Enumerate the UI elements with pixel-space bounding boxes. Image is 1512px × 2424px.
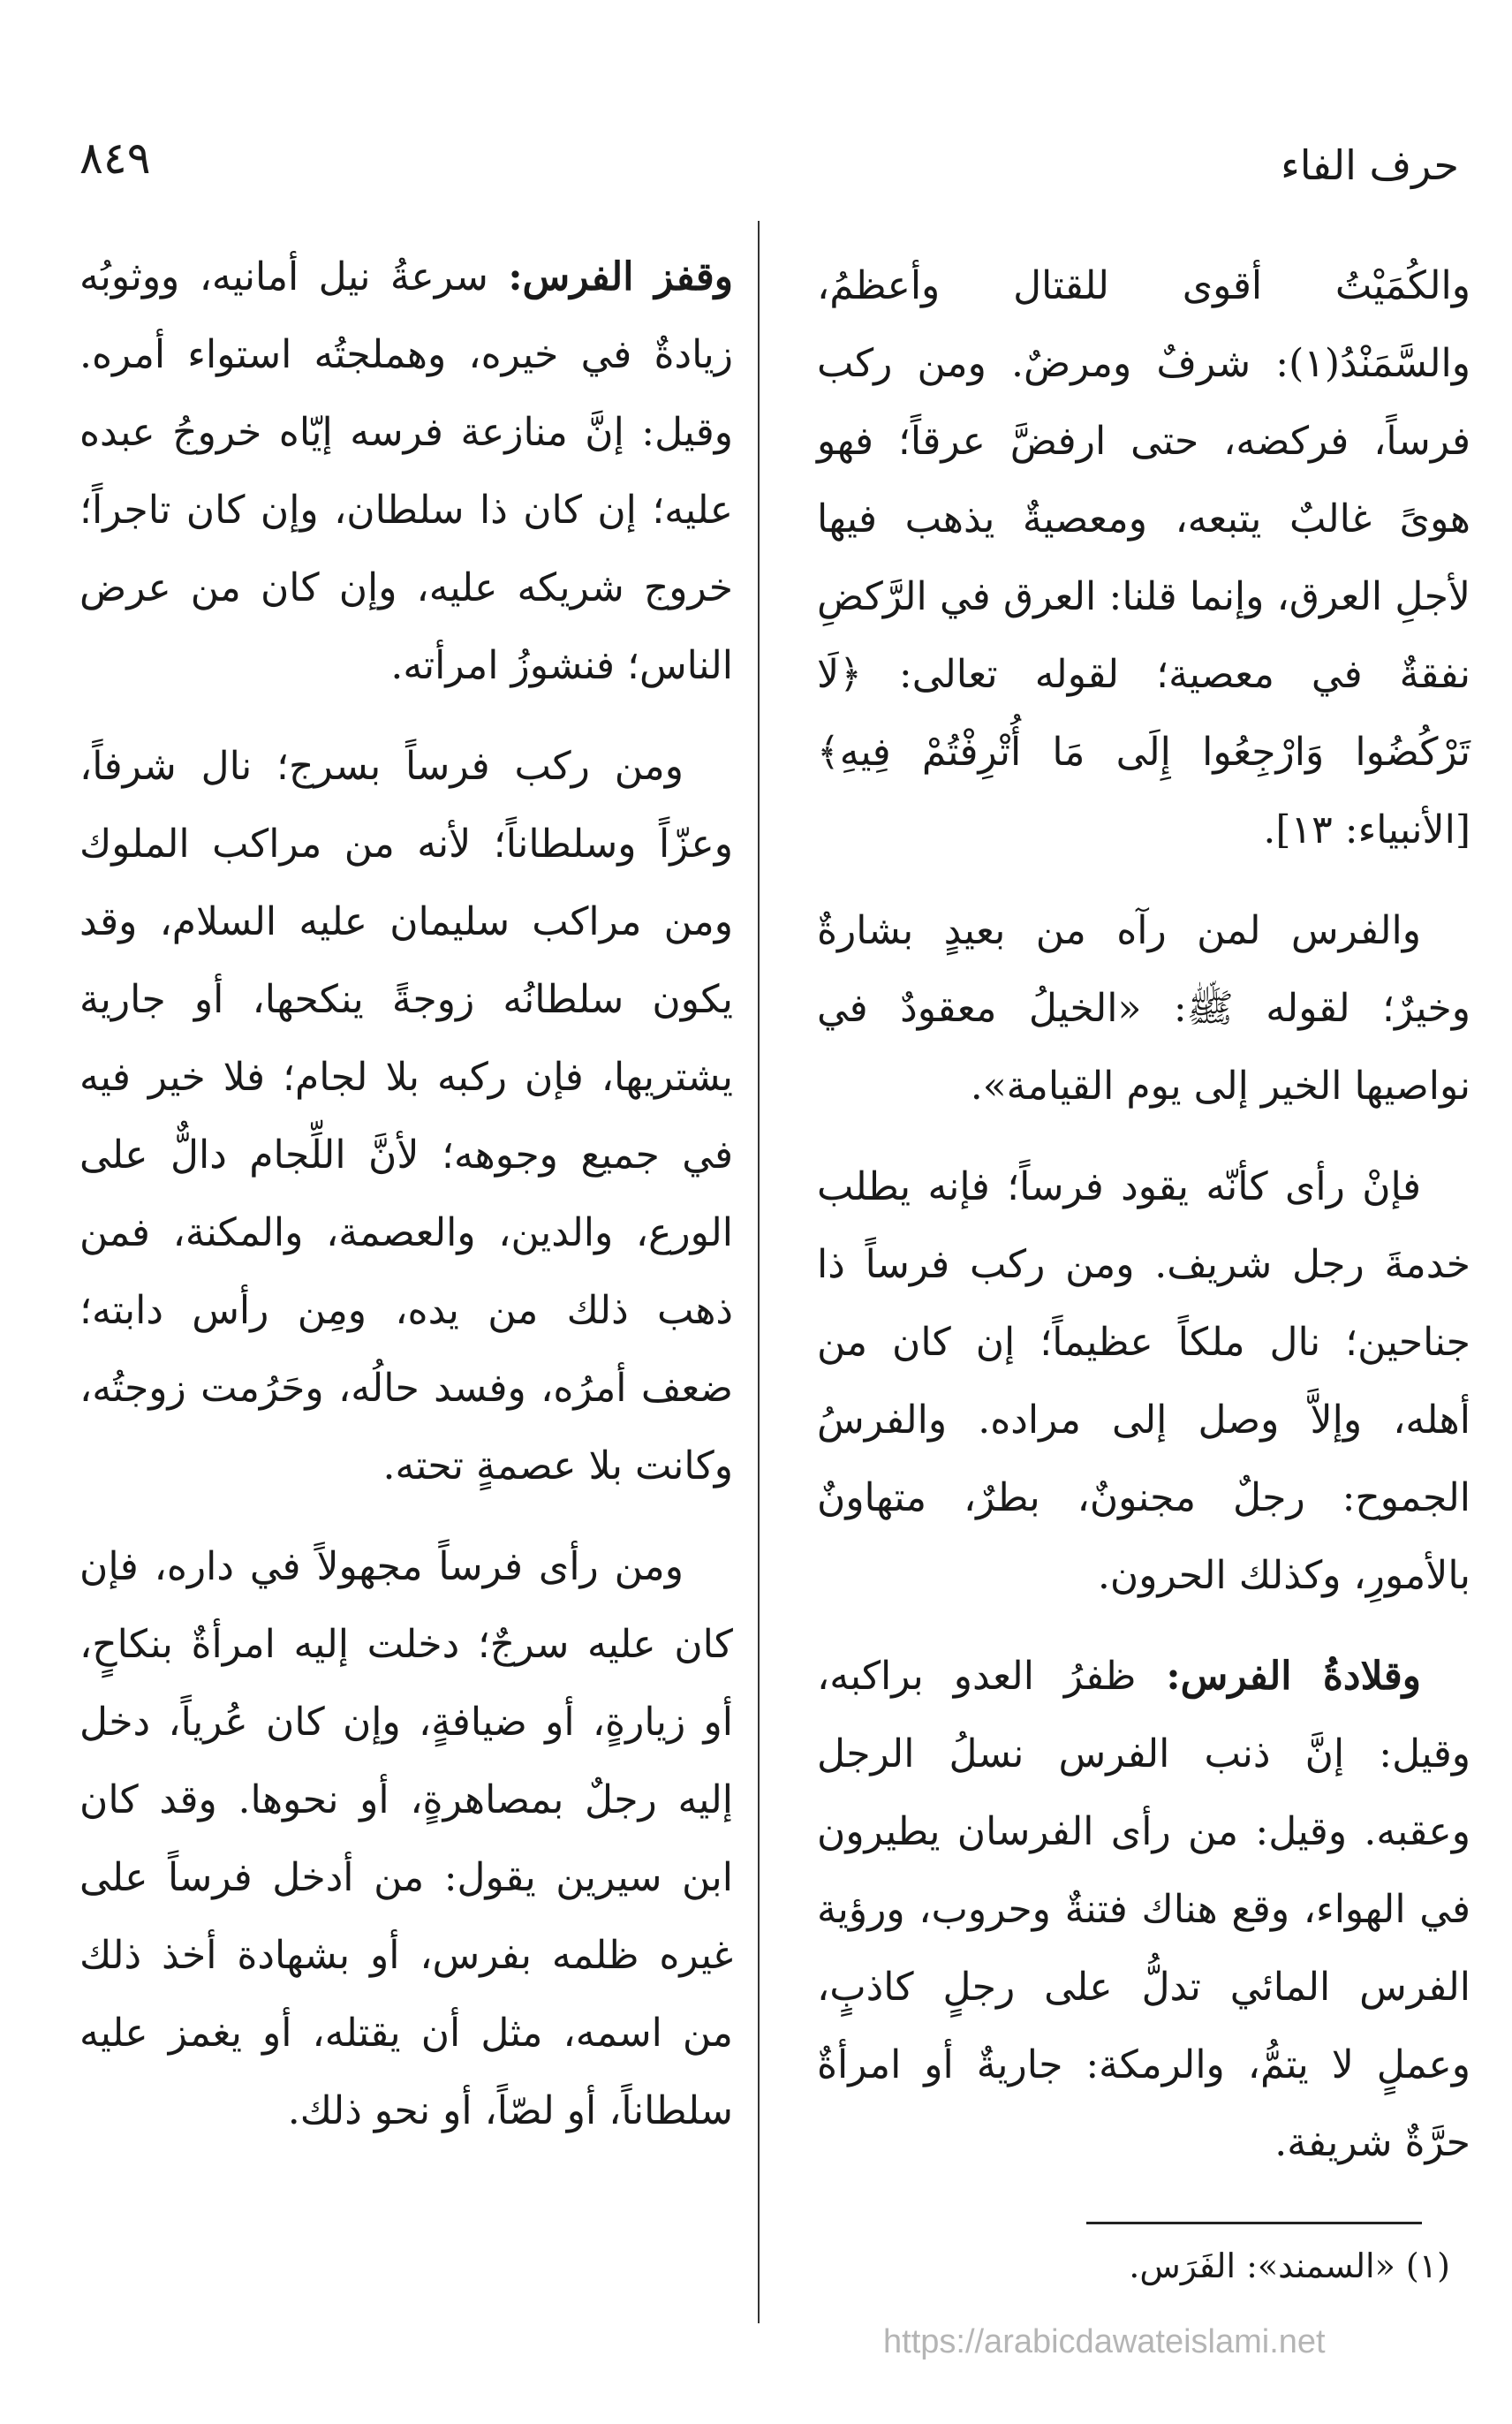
- watermark: https://arabicdawateislami.net: [883, 2323, 1326, 2360]
- page-number: ٨٤٩: [79, 133, 151, 184]
- footnote: (١) «السمند»: الفَرَس.: [1129, 2246, 1450, 2285]
- paragraph: والكُمَيْتُ أقوى للقتال وأعظمُ، والسَّمَنْدُ(١): شرفٌ ومرضٌ. ومن ركب فرساً، فركضه، حتى ارفضَّ عرقاً؛ فهو هوىً غالبٌ يتبعه، ومعصيةٌ يذهب فيها لأجلِ العرق، وإنما قلنا: العرق في الرَّكضِ نفقةٌ في معصية؛ لقوله تعالى: ﴿لَا تَرْكُضُوا وَارْجِعُوا إِلَى مَا أُتْرِفْتُمْ فِيهِ﴾ [الأنبياء: ١٣].: [817, 263, 1470, 852]
- footnote-rule: [1086, 2222, 1422, 2224]
- paragraph: فإنْ رأى كأنّه يقود فرساً؛ فإنه يطلب خدمةَ رجل شريف. ومن ركب فرساً ذا جناحين؛ نال ملكاً عظيماً؛ إن كان من أهله، وإلاَّ وصل إلى مراده. والفرسُ الجموح: رجلٌ مجنونٌ، بطرٌ، متهاونٌ بالأمورِ، وكذلك الحرون.: [817, 1164, 1470, 1598]
- column-divider: [758, 221, 760, 2323]
- entry-text: ظفرُ العدو براكبه، وقيل: إنَّ ذنب الفرس نسلُ الرجل وعقبه. وقيل: من رأى الفرسان يطيرون في الهواء، وقع هناك فتنةٌ وحروب، ورؤية الفرس المائي تدلُّ على رجلٍ كاذبٍ، وعملٍ لا يتمُّ، والرمكة: جاريةٌ أو امرأةٌ حرَّةٌ شريفة.: [817, 1654, 1470, 2165]
- paragraph: [79, 239, 733, 705]
- paragraph: ومن ركب فرساً بسرج؛ نال شرفاً، وعزّاً وسلطاناً؛ لأنه من مراكب الملوك ومن مراكب سليمان عليه السلام، وقد يكون سلطانُه زوجةً ينكحها، أو جارية يشتريها، فإن ركبه بلا لجام؛ فلا خير فيه في جميع وجوهه؛ لأنَّ اللِّجام دالٌّ على الورع، والدين، والعصمة، والمكنة، فمن ذهب ذلك من يده، ومِن رأس دابته؛ ضعف أمرُه، وفسد حالُه، وحَرُمت زوجتُه، وكانت بلا عصمةٍ تحته.: [79, 744, 733, 1488]
- entry-term: وقلادةُ الفرس:: [1166, 1654, 1421, 1699]
- column-left: [79, 239, 733, 2173]
- entry-text: سرعةُ نيل أمانيه، ووثوبُه زيادةٌ في خيره، وهملجتُه استواء أمره. وقيل: إنَّ منازعة فرسه إيّاه خروجُ عبده عليه؛ إن كان ذا سلطان، وإن كان تاجراً؛ خروج شريكه عليه، وإن كان من عرض الناس؛ فنشوزُ امرأته.: [79, 254, 733, 688]
- running-head: حرف الفاء: [1281, 141, 1459, 189]
- column-right: [817, 247, 1470, 2205]
- paragraph: والفرس لمن رآه من بعيدٍ بشارةٌ وخيرٌ؛ لقوله ﷺ: «الخيلُ معقودٌ في نواصيها الخير إلى يوم القيامة».: [817, 908, 1470, 1109]
- entry-term: وقفز الفرس:: [508, 254, 733, 299]
- paragraph: ومن رأى فرساً مجهولاً في داره، فإن كان عليه سرجٌ؛ دخلت إليه امرأةٌ بنكاحٍ، أو زيارةٍ، أو ضيافةٍ، وإن كان عُرياً، دخل إليه رجلٌ بمصاهرةٍ، أو نحوها. وقد كان ابن سيرين يقول: من أدخل فرساً على غيره ظلمه بفرس، أو بشهادة أخذ ذلك من اسمه، مثل أن يقتله، أو يغمز عليه سلطاناً، أو لصّاً، أو نحو ذلك.: [79, 1544, 733, 2133]
- paragraph: [817, 1638, 1470, 2182]
